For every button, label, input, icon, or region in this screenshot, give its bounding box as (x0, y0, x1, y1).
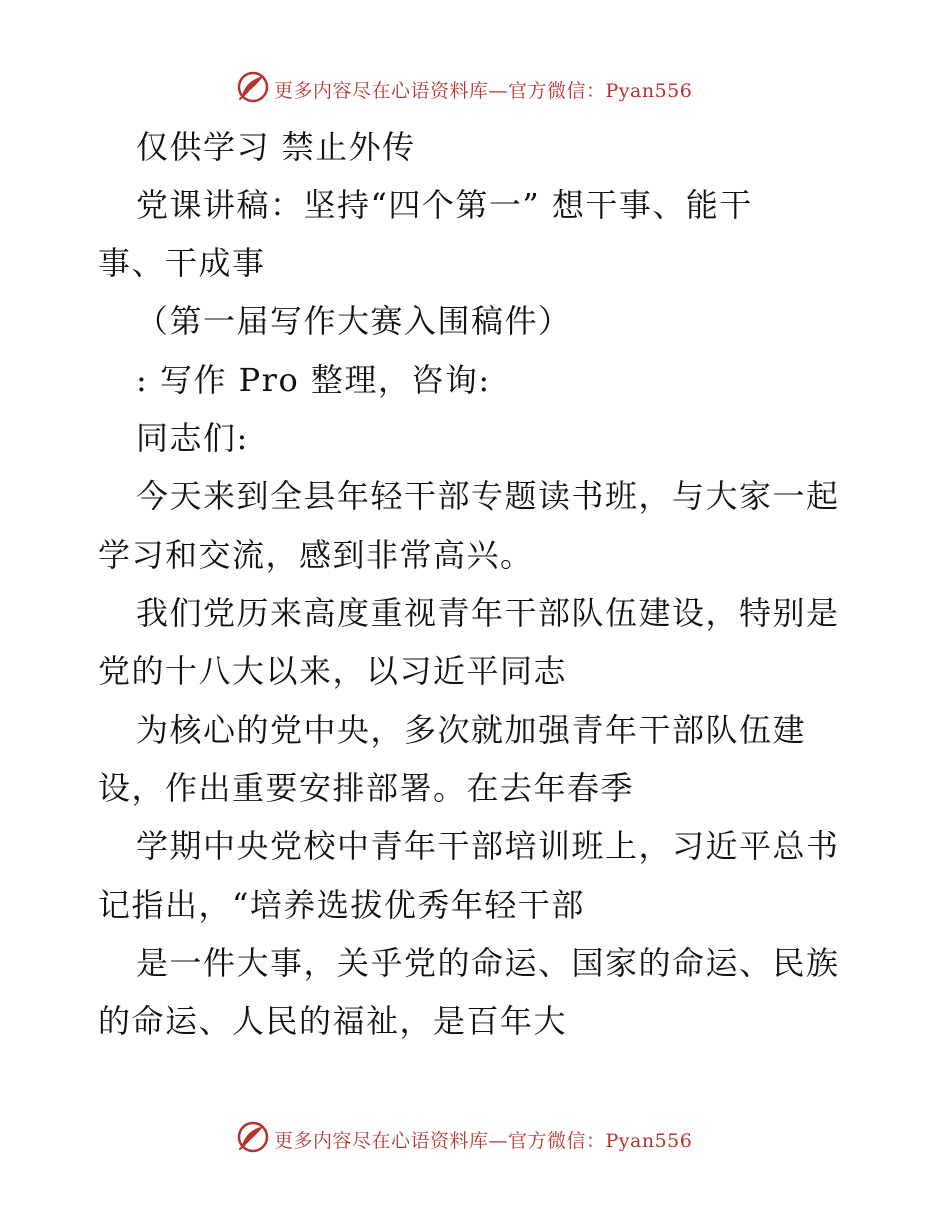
subtitle-line: （第一届写作大赛入围稿件） (136, 302, 572, 340)
watermark-header (0, 70, 950, 110)
watermark-text: 更多内容尽在心语资料库—官方微信：Pyan556 (274, 80, 693, 102)
watermark-text: 更多内容尽在心语资料库—官方微信：Pyan556 (274, 1130, 693, 1152)
watermark-footer (0, 1120, 950, 1160)
title-line-2: 事、干成事 (98, 244, 266, 282)
paragraph-line: 是一件大事，关乎党的命运、国家的命运、民族 (136, 944, 840, 982)
quill-logo-icon (236, 1120, 270, 1154)
paragraph-line: 设，作出重要安排部署。在去年春季 (98, 769, 635, 807)
paragraph-line: 党的十八大以来，以习近平同志 (98, 652, 568, 690)
source-line: : 写作 Pro 整理，咨询: (136, 361, 491, 399)
paragraph-line: 学习和交流，感到非常高兴。 (98, 536, 534, 574)
paragraph-line: 学期中央党校中青年干部培训班上，习近平总书 (136, 827, 840, 865)
title-line-1: 党课讲稿：坚持“四个第一” 想干事、能干 (136, 186, 753, 224)
paragraph-line: 今天来到全县年轻干部专题读书班，与大家一起 (136, 477, 840, 515)
paragraph-line: 的命运、人民的福祉，是百年大 (98, 1002, 568, 1040)
quill-logo-icon (236, 70, 270, 104)
paragraph-line: 为核心的党中央，多次就加强青年干部队伍建 (136, 711, 807, 749)
salutation-line: 同志们: (136, 419, 249, 457)
paragraph-line: 记指出，“培养选拔优秀年轻干部 (98, 886, 585, 924)
notice-line: 仅供学习 禁止外传 (136, 128, 416, 166)
paragraph-line: 我们党历来高度重视青年干部队伍建设，特别是 (136, 594, 840, 632)
